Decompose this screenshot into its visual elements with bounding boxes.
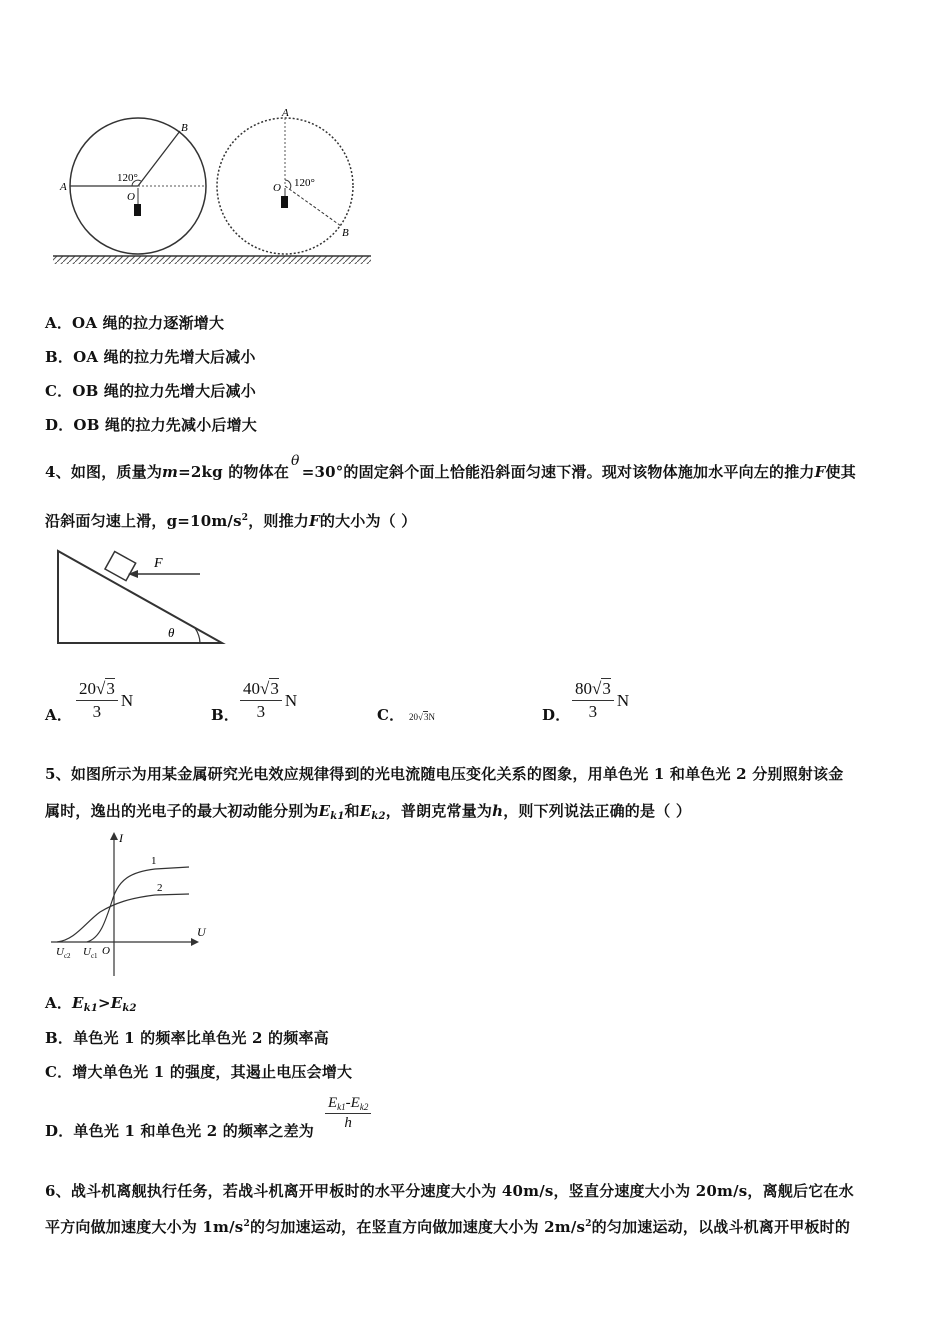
origin-label: O bbox=[102, 945, 110, 957]
denominator: h bbox=[344, 1115, 352, 1131]
option-text: 单色光 1 和单色光 2 的频率之差为 bbox=[73, 1122, 314, 1140]
q4-stem-line2 bbox=[45, 510, 417, 531]
energy-var: E bbox=[318, 802, 331, 820]
minus: - bbox=[345, 1095, 351, 1111]
q5-stem-line1: 5、如图所示为用某金属研究光电效应规律得到的光电流随电压变化关系的图象，用单色光 1 和单色光 2 分别照射该金 bbox=[45, 765, 844, 783]
right-angle-label: 120° bbox=[294, 177, 315, 189]
i-axis-arrow bbox=[110, 832, 118, 840]
photoelectric-graph bbox=[45, 828, 220, 978]
option-text: OB 绳的拉力先减小后增大 bbox=[73, 416, 257, 434]
left-angle-label: 120° bbox=[117, 172, 138, 184]
q4-text: 4、如图，质量为 bbox=[45, 463, 163, 481]
unit: N bbox=[428, 712, 435, 722]
numerator: 20 bbox=[79, 679, 96, 698]
u-axis-label: U bbox=[197, 925, 206, 939]
option-letter: B． bbox=[45, 1029, 74, 1047]
q5-option-d-fraction bbox=[325, 1095, 371, 1132]
theta-label: θ bbox=[168, 625, 175, 640]
small-number: 20 bbox=[409, 712, 418, 722]
mass-var: m bbox=[162, 463, 179, 481]
subscript: k2 bbox=[122, 1003, 137, 1014]
radicand: 3 bbox=[270, 679, 279, 698]
denominator: 3 bbox=[256, 702, 266, 721]
right-label-b: B bbox=[342, 227, 349, 239]
subscript: k1 bbox=[330, 811, 345, 822]
option-text: 增大单色光 1 的强度，其遏止电压会增大 bbox=[72, 1063, 353, 1081]
q4-option-b-letter: B． bbox=[211, 706, 240, 724]
right-label-o: O bbox=[273, 182, 281, 194]
ground-hatch bbox=[53, 256, 371, 264]
incline-figure bbox=[50, 545, 240, 650]
option-letter: A． bbox=[45, 314, 73, 332]
subscript: k2 bbox=[371, 811, 386, 822]
energy-var: E bbox=[110, 994, 123, 1012]
q4-option-c-letter: C． bbox=[377, 706, 405, 724]
q4-option-d-letter: D． bbox=[542, 706, 571, 724]
right-rope-ob bbox=[285, 186, 341, 226]
radicand: 3 bbox=[106, 679, 115, 698]
q6-text: 的匀加速运动，在竖直方向做加速度大小为 2m/s bbox=[249, 1218, 586, 1236]
option-letter: D． bbox=[45, 1122, 74, 1140]
uc1-label: $U_{c1}$ bbox=[83, 946, 98, 960]
unit: N bbox=[284, 690, 298, 710]
q4-text: 沿斜面匀速上滑，g=10m/s bbox=[45, 512, 242, 530]
numerator: 80 bbox=[575, 679, 592, 698]
block bbox=[105, 552, 136, 581]
q5-text: ，则下列说法正确的是（ ） bbox=[503, 802, 692, 820]
q6-text: 的匀加速运动，以战斗机离开甲板时的 bbox=[591, 1218, 851, 1236]
radicand: 3 bbox=[602, 679, 611, 698]
left-rope-ob bbox=[138, 131, 180, 186]
q4-option-d-value: $\frac{80√3}{3}$ N bbox=[572, 679, 629, 722]
circles-figure bbox=[45, 100, 385, 270]
option-letter: B． bbox=[45, 348, 74, 366]
q5-option-c bbox=[45, 1061, 352, 1082]
force-var: F bbox=[814, 463, 826, 481]
radicand: 3 bbox=[423, 712, 429, 722]
planck-var: h bbox=[492, 802, 504, 820]
right-angle-arc bbox=[285, 180, 291, 189]
q6-text: 平方向做加速度大小为 1m/s bbox=[45, 1218, 244, 1236]
unit: N bbox=[120, 690, 134, 710]
unit: N bbox=[616, 690, 630, 710]
right-label-a: A bbox=[282, 107, 289, 119]
q4-stem-line1 bbox=[45, 453, 856, 482]
curve-1-label: 1 bbox=[151, 855, 157, 867]
u-axis-arrow bbox=[191, 938, 199, 946]
q4-option-a-letter: A． bbox=[45, 706, 73, 724]
q6-stem-line1: 6、战斗机离舰执行任务，若战斗机离开甲板时的水平分速度大小为 40m/s，竖直分速度大小为 20m/s，离舰后它在水 bbox=[45, 1182, 854, 1200]
option-text: 单色光 1 的频率比单色光 2 的频率高 bbox=[73, 1029, 329, 1047]
energy-var: E bbox=[72, 994, 84, 1012]
curve-2-label: 2 bbox=[157, 882, 163, 894]
left-label-b: B bbox=[181, 122, 188, 134]
option-letter: C． bbox=[45, 382, 73, 400]
q5-option-b bbox=[45, 1027, 329, 1048]
q3-option-b bbox=[45, 346, 256, 367]
subscript: k1 bbox=[83, 1003, 98, 1014]
left-label-a: A bbox=[60, 181, 67, 193]
q6-stem-line2 bbox=[45, 1216, 850, 1237]
q4-option-b-value: $\frac{40√3}{3}$ N bbox=[240, 679, 297, 722]
q3-option-a bbox=[45, 312, 224, 333]
denominator: 3 bbox=[92, 702, 102, 721]
option-text: OA 绳的拉力逐渐增大 bbox=[72, 314, 225, 332]
superscript: 2 bbox=[585, 1219, 592, 1229]
energy-var: E bbox=[359, 802, 372, 820]
q4-text: =30°的固定斜个面上恰能沿斜面匀速下滑。现对该物体施加水平向左的推力 bbox=[301, 463, 815, 481]
q4-text: 使其 bbox=[825, 463, 856, 481]
force-var: F bbox=[309, 512, 320, 530]
option-letter: A． bbox=[45, 994, 73, 1012]
superscript: 2 bbox=[241, 513, 249, 523]
q3-option-c bbox=[45, 380, 256, 401]
q5-text: 属时，逸出的光电子的最大初动能分别为 bbox=[45, 802, 319, 820]
option-letter: D． bbox=[45, 416, 74, 434]
energy-var: E bbox=[328, 1095, 338, 1111]
superscript: 2 bbox=[243, 1219, 250, 1229]
option-text: OB 绳的拉力先增大后减小 bbox=[72, 382, 256, 400]
q5-option-a bbox=[45, 992, 137, 1014]
left-weight bbox=[134, 204, 141, 216]
q4-option-a-value: $\frac{20√3}{3}$ N bbox=[76, 679, 133, 722]
q4-text: 的大小为（ ） bbox=[319, 512, 417, 530]
force-label: F bbox=[154, 556, 163, 571]
subscript: k1 bbox=[337, 1102, 346, 1112]
q5-text: ，普朗克常量为 bbox=[385, 802, 493, 820]
option-text: OA 绳的拉力先增大后减小 bbox=[73, 348, 256, 366]
q5-text: 和 bbox=[344, 802, 360, 820]
q3-option-d bbox=[45, 414, 257, 435]
q5-option-d bbox=[45, 1120, 314, 1141]
theta-symbol: θ bbox=[291, 453, 300, 469]
denominator: 3 bbox=[588, 702, 598, 721]
q4-text: ，则推力 bbox=[248, 512, 310, 530]
uc2-label: $U_{c2}$ bbox=[56, 946, 71, 960]
right-weight bbox=[281, 196, 288, 208]
option-letter: C． bbox=[45, 1063, 73, 1081]
numerator: 40 bbox=[243, 679, 260, 698]
energy-var: E bbox=[350, 1095, 360, 1111]
curve-2 bbox=[57, 894, 189, 942]
q4-option-c-value: 20√3N bbox=[409, 712, 435, 722]
subscript: k2 bbox=[359, 1102, 369, 1112]
incline-triangle bbox=[58, 551, 222, 643]
q4-text: =2kg 的物体在 bbox=[178, 463, 290, 481]
curve-1 bbox=[87, 867, 189, 942]
q5-stem-line2 bbox=[45, 800, 691, 822]
left-label-o: O bbox=[127, 191, 135, 203]
greater-than: > bbox=[97, 994, 111, 1012]
i-axis-label: I bbox=[119, 831, 123, 845]
